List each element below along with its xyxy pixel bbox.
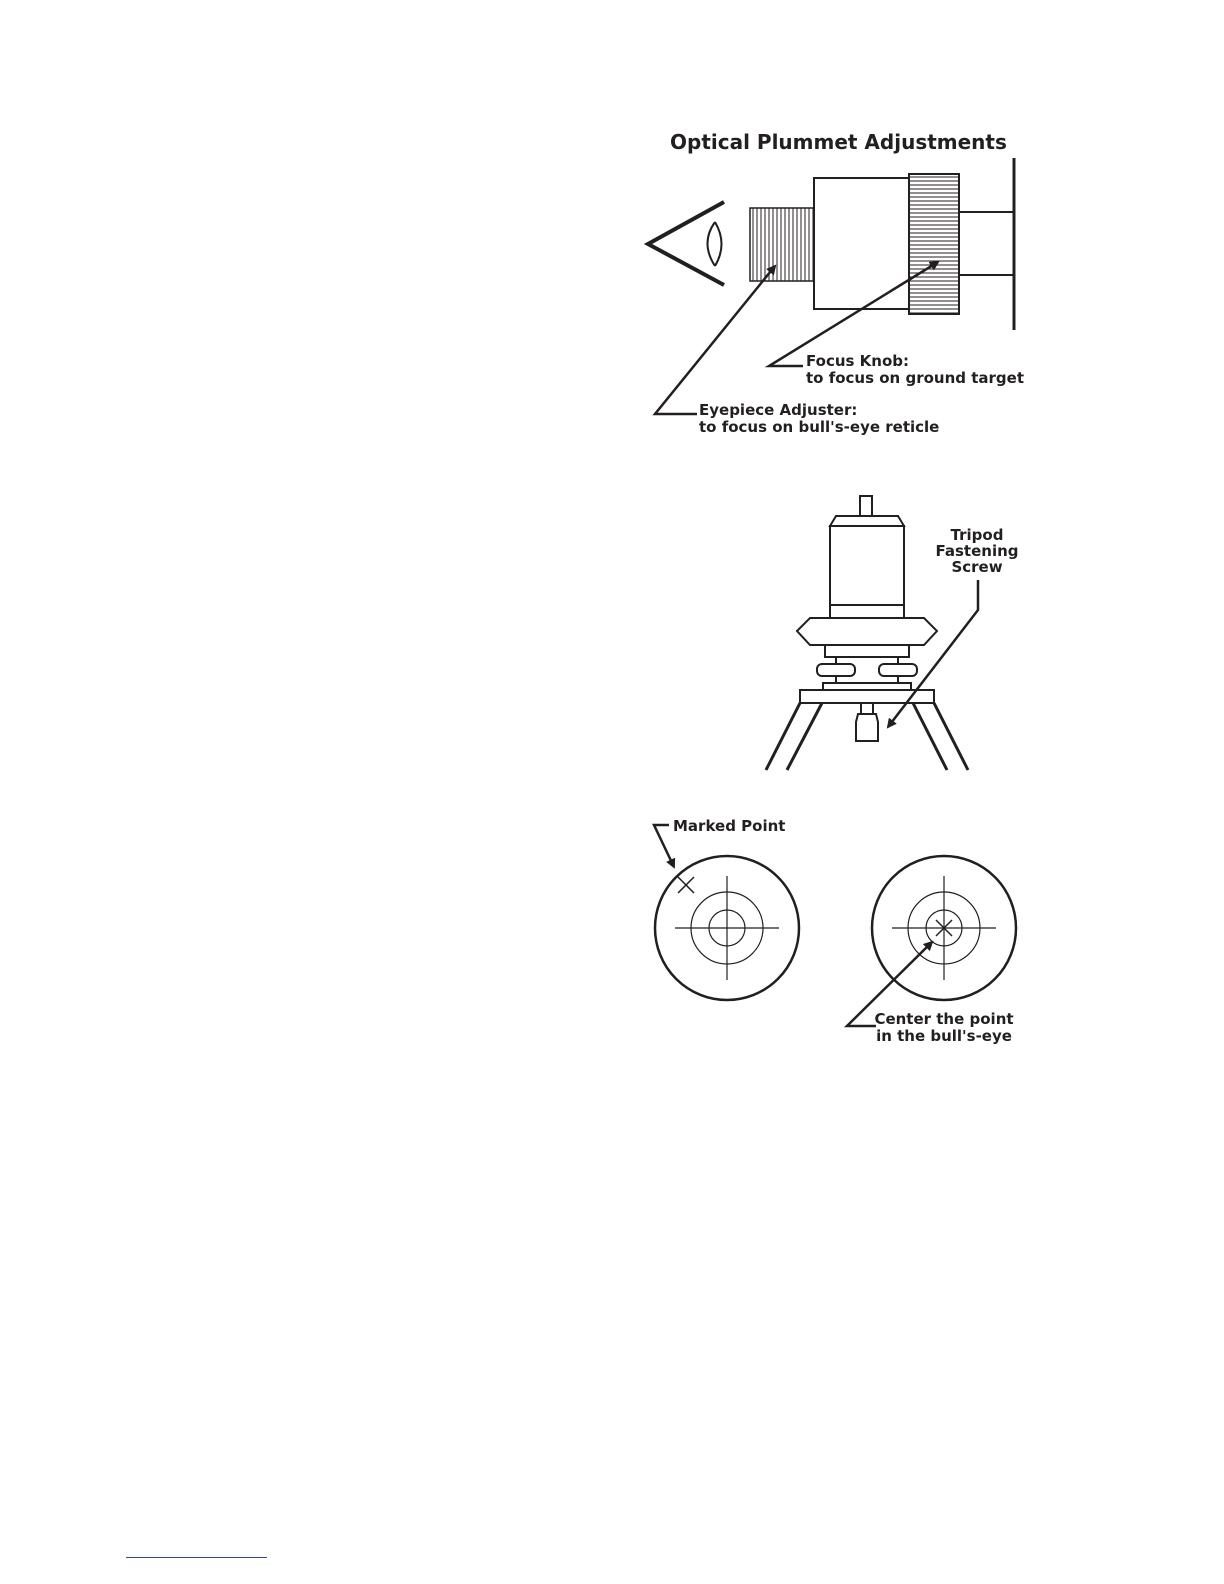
focus-knob-desc: to focus on ground target bbox=[806, 369, 1024, 387]
marked-point-label: Marked Point bbox=[673, 817, 786, 835]
eyepiece-adjuster-desc: to focus on bull's-eye reticle bbox=[699, 418, 940, 436]
eyepiece-adjuster-knurl bbox=[750, 208, 814, 281]
center-point-label-line1: Center the point bbox=[874, 1010, 1014, 1028]
focus-knob-label: Focus Knob bbox=[806, 352, 904, 370]
reticle-off-center bbox=[655, 856, 799, 1000]
footer-link-underline[interactable] bbox=[126, 1557, 267, 1558]
focus-knob-knurl bbox=[909, 174, 959, 314]
tripod-fastening-screw-icon bbox=[856, 703, 878, 741]
objective-tube bbox=[959, 212, 1014, 275]
marked-point-leader bbox=[654, 825, 674, 867]
center-point-label-line2: in the bull's-eye bbox=[876, 1027, 1012, 1045]
svg-text:Eyepiece Adjuster:: Eyepiece Adjuster: bbox=[699, 401, 858, 419]
svg-text:Focus Knob:: Focus Knob: bbox=[806, 352, 910, 370]
eyepiece-adjuster-leader bbox=[655, 266, 775, 414]
tripod-screw-label-line1: Tripod bbox=[950, 526, 1004, 544]
tripod-screw-label-line3: Screw bbox=[951, 558, 1003, 576]
tripod-screw-label-line2: Fastening bbox=[935, 542, 1019, 560]
diagram-title: Optical Plummet Adjustments bbox=[670, 130, 1007, 154]
eyepiece-adjuster-label: Eyepiece Adjuster bbox=[699, 401, 852, 419]
eye-icon bbox=[648, 202, 724, 285]
marked-point-x-icon bbox=[678, 877, 694, 893]
